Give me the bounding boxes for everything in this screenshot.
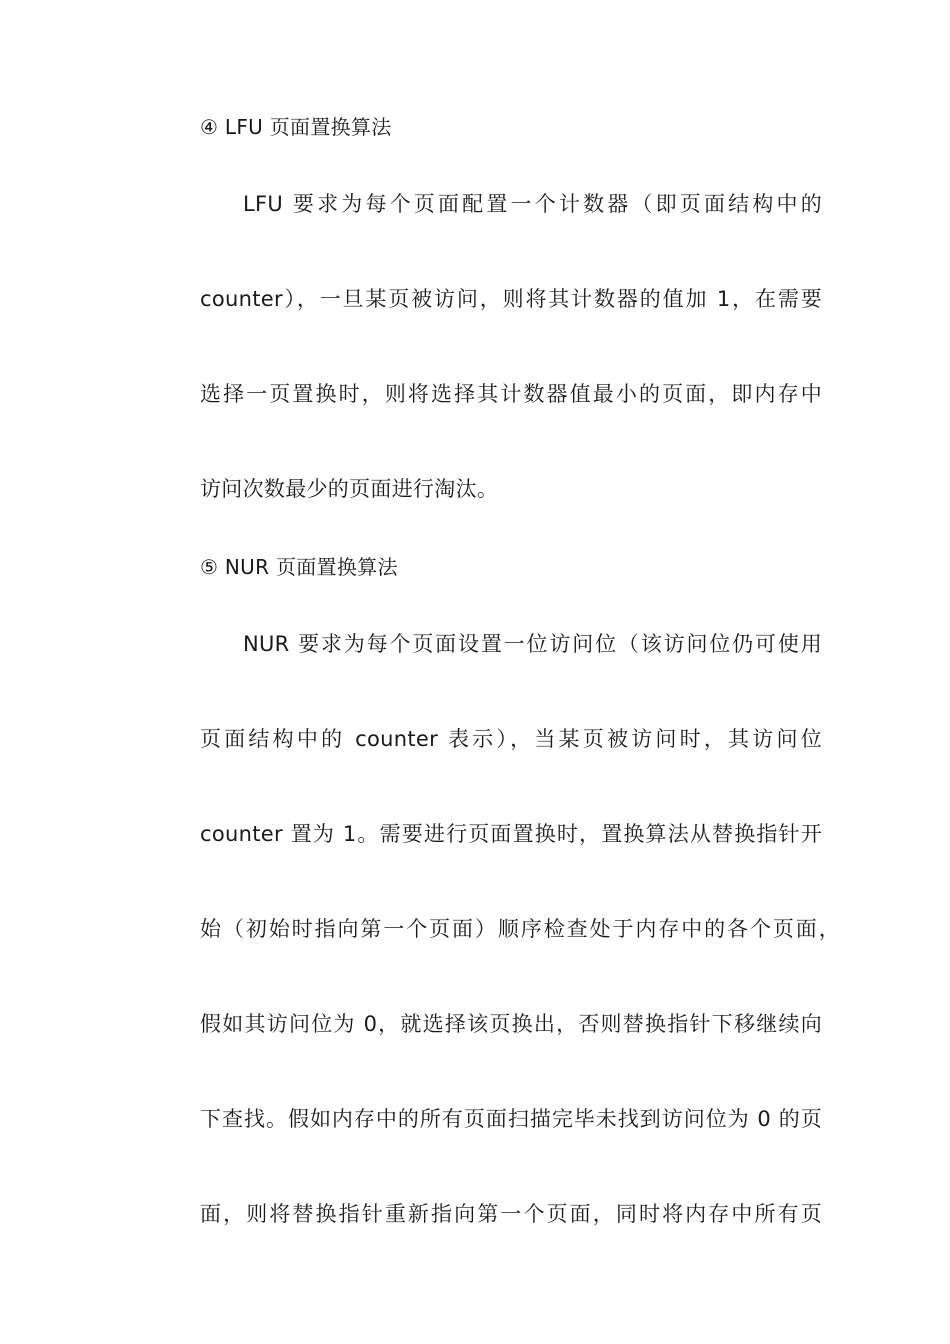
paragraph-line: 面，则将替换指针重新指向第一个页面，同时将内存中所有页 — [200, 1202, 822, 1226]
paragraph-line: 选择一页置换时，则将选择其计数器值最小的页面，即内存中 — [200, 382, 822, 406]
paragraph-line: NUR 要求为每个页面设置一位访问位（该访问位仍可使用 — [243, 632, 822, 656]
paragraph-line: 页面结构中的 counter 表示），当某页被访问时，其访问位 — [200, 727, 822, 751]
section-heading-nur: ⑤ NUR 页面置换算法 — [200, 555, 398, 579]
paragraph-line: counter），一旦某页被访问，则将其计数器的值加 1，在需要 — [200, 287, 822, 311]
paragraph-line: 下查找。假如内存中的所有页面扫描完毕未找到访问位为 0 的页 — [200, 1107, 822, 1131]
section-heading-lfu: ④ LFU 页面置换算法 — [200, 115, 392, 139]
paragraph-line: 访问次数最少的页面进行淘汰。 — [200, 477, 499, 501]
paragraph-line: 始（初始时指向第一个页面）顺序检查处于内存中的各个页面， — [200, 917, 840, 941]
paragraph-line: 假如其访问位为 0，就选择该页换出，否则替换指针下移继续向 — [200, 1012, 822, 1036]
paragraph-line: LFU 要求为每个页面配置一个计数器（即页面结构中的 — [243, 192, 822, 216]
paragraph-line: counter 置为 1。需要进行页面置换时，置换算法从替换指针开 — [200, 822, 822, 846]
